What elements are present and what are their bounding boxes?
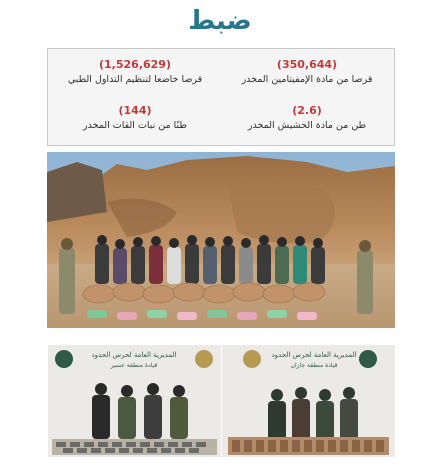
jazan-seizure-photo (222, 345, 395, 457)
stat-label: قرصا خاضعا لتنظيم التداول الطبي (67, 74, 203, 85)
aseer-seizure-photo (48, 345, 221, 457)
seizure-stats-panel (47, 48, 395, 146)
stat-hashish (220, 104, 394, 131)
stat-label: قرصا من مادة الإمفيتامين المخدر (241, 74, 373, 85)
page-title: ضبط (188, 6, 252, 36)
right-banner-title: المديرية العامة لحرس الحدود (271, 351, 357, 359)
stat-label: طنًا من نبات القات المخدر (83, 120, 187, 131)
stat-value: (144) (118, 104, 152, 117)
stat-value: (350,644) (276, 58, 338, 71)
stat-label: طن من مادة الحشيش المخدر (247, 120, 367, 131)
right-banner-sub: قيادة منطقة جازان (290, 362, 338, 369)
left-banner-sub: قيادة منطقة عسير (110, 362, 158, 369)
stat-value: (2.6) (292, 104, 322, 117)
left-banner-title: المديرية العامة لحرس الحدود (91, 351, 177, 359)
stat-khat (48, 104, 222, 131)
main-seizure-photo (47, 152, 395, 328)
stat-medical-pills (48, 58, 222, 85)
stat-value: (1,526,629) (99, 58, 171, 71)
stat-amphetamine (220, 58, 394, 85)
